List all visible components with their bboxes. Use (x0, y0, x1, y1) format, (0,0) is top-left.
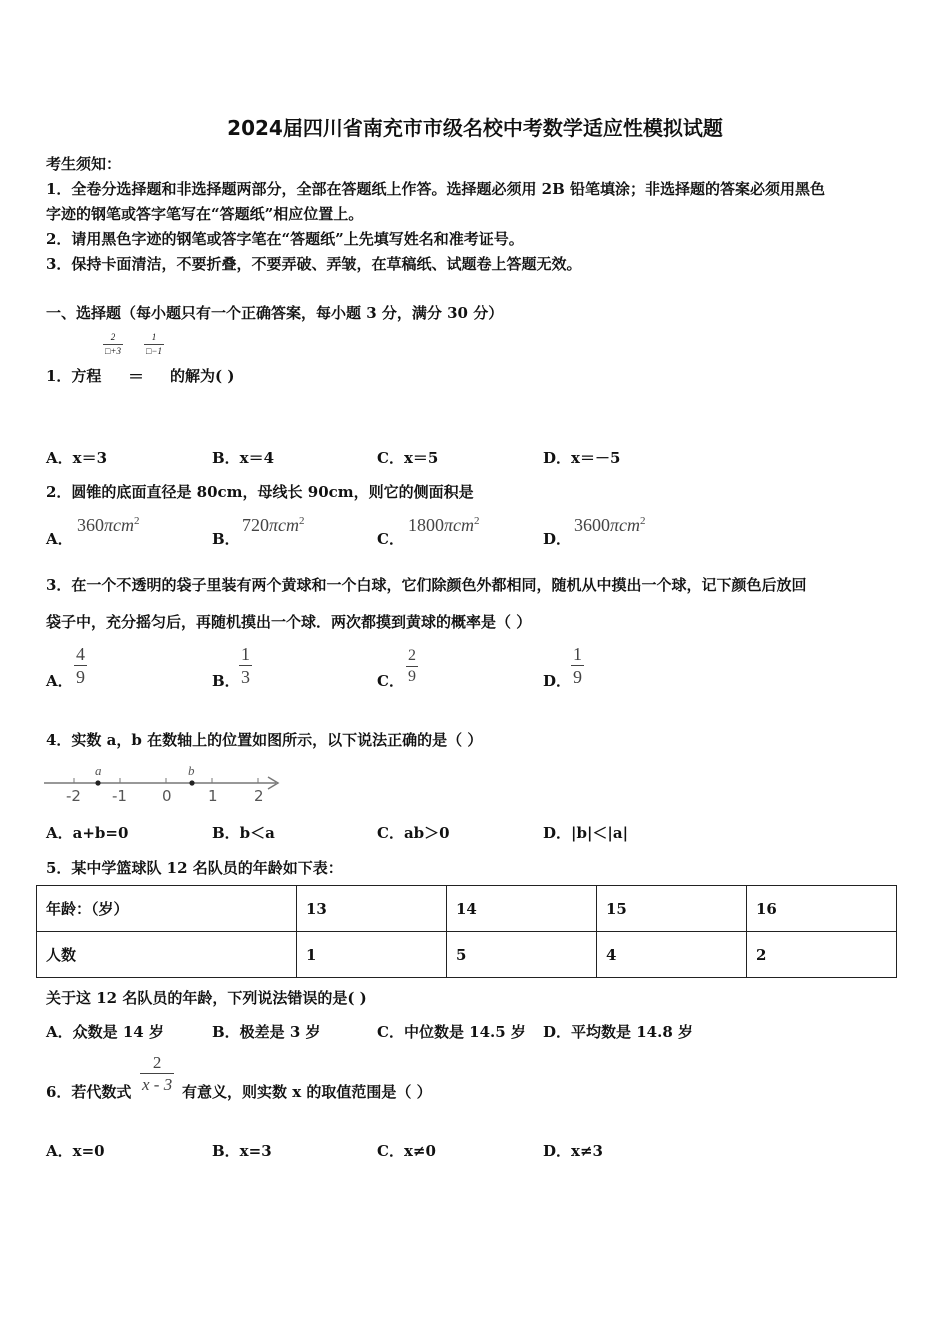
q6-fraction-num: 2 (152, 1053, 162, 1072)
q2-option-b-letter[interactable]: B． (212, 530, 240, 548)
table-cell: 15 (597, 886, 747, 932)
q3-stem-line-2: 袋子中，充分摇匀后，再随机摸出一个球．两次都摸到黄球的概率是（ ） (46, 613, 532, 631)
pi-symbol: π (104, 515, 114, 535)
q6-option-b[interactable]: B．x=3 (212, 1142, 272, 1160)
q6-option-c[interactable]: C．x≠0 (377, 1142, 436, 1160)
table-cell: 5 (447, 932, 597, 978)
q2-option-a-letter[interactable]: A． (46, 530, 73, 548)
q3-option-b-den: 3 (241, 667, 250, 687)
table-cell: 14 (447, 886, 597, 932)
notice-item-3: 3．保持卡面清洁，不要折叠，不要弄破、弄皱，在草稿纸、试题卷上答题无效。 (46, 255, 582, 273)
q6-option-d[interactable]: D．x≠3 (543, 1142, 603, 1160)
cm-unit: cm (619, 515, 641, 535)
q3-option-a-num: 4 (76, 644, 85, 664)
q5-option-c[interactable]: C．中位数是 14.5 岁 (377, 1023, 526, 1041)
number-line-figure (44, 762, 284, 810)
q3-option-d-num: 1 (573, 644, 582, 664)
tick-label-neg1: -1 (112, 787, 127, 805)
pi-symbol: π (610, 515, 620, 535)
cm-unit: cm (113, 515, 135, 535)
q3-option-b-fraction (239, 645, 252, 686)
q1-fraction-left-den: □+3 (105, 346, 122, 356)
q4-option-d[interactable]: D．|b|＜|a| (543, 824, 629, 842)
q1-option-d[interactable]: D．x＝－5 (543, 449, 621, 467)
q4-option-a[interactable]: A．a+b=0 (46, 824, 129, 842)
table-cell: 16 (747, 886, 897, 932)
pi-symbol: π (269, 515, 279, 535)
cm-unit: cm (453, 515, 475, 535)
q1-fraction-left-num: 2 (110, 332, 116, 342)
q1-fraction-right-den: □−1 (146, 346, 163, 356)
q5-option-b[interactable]: B．极差是 3 岁 (212, 1023, 321, 1041)
age-table (36, 885, 897, 978)
q3-option-a-den: 9 (76, 667, 85, 687)
notice-heading: 考生须知： (46, 155, 122, 173)
cm-unit: cm (278, 515, 300, 535)
q3-stem-line-1: 3．在一个不透明的袋子里装有两个黄球和一个白球，它们除颜色外都相同，随机从中摸出一个球，记下颜色后放回 (46, 576, 807, 594)
q6-prefix: 6．若代数式 (46, 1083, 132, 1101)
q1-prefix: 1．方程 (46, 367, 102, 385)
table-row (37, 932, 897, 978)
pi-symbol: π (444, 515, 454, 535)
tick-label-neg2: -2 (66, 787, 81, 805)
q3-option-c-den: 9 (408, 668, 416, 685)
table-cell: 13 (297, 886, 447, 932)
q4-stem: 4．实数 a，b 在数轴上的位置如图所示，以下说法正确的是（ ） (46, 731, 483, 749)
q2-option-b-value (242, 515, 305, 536)
notice-item-1-line-1: 1．全卷分选择题和非选择题两部分，全部在答题纸上作答。选择题必须用 2B 铅笔填涂；非选择题的答案必须用黑色 (46, 180, 826, 198)
tick-label-1: 1 (208, 787, 218, 805)
q3-option-c-num: 2 (408, 647, 416, 664)
q4-option-b[interactable]: B．b＜a (212, 824, 275, 842)
q1-option-a[interactable]: A．x＝3 (46, 449, 108, 467)
point-a-label: a (95, 763, 102, 778)
q6-fraction (140, 1054, 174, 1093)
table-cell: 年龄：（岁） (37, 886, 297, 932)
q3-option-b-letter[interactable]: B． (212, 672, 240, 690)
unit-exponent: 2 (474, 515, 480, 527)
notice-item-1-line-2: 字迹的钢笔或答字笔写在“答题纸”相应位置上。 (46, 205, 364, 223)
section-heading: 一、选择题（每小题只有一个正确答案，每小题 3 分，满分 30 分） (46, 304, 504, 322)
q2-option-a-number: 360 (77, 515, 104, 535)
tick-label-2: 2 (254, 787, 264, 805)
q1-fraction-right (144, 333, 164, 356)
q1-equals: ＝ (128, 367, 145, 386)
unit-exponent: 2 (640, 515, 646, 527)
q2-option-d-letter[interactable]: D． (543, 530, 572, 548)
q2-option-b-number: 720 (242, 515, 269, 535)
q5-question: 关于这 12 名队员的年龄，下列说法错误的是( ) (46, 989, 367, 1007)
q6-option-a[interactable]: A．x=0 (46, 1142, 105, 1160)
q2-stem: 2．圆锥的底面直径是 80cm，母线长 90cm，则它的侧面积是 (46, 483, 474, 501)
q2-option-a-value (77, 515, 140, 536)
q3-option-a-letter[interactable]: A． (46, 672, 73, 690)
q3-option-d-den: 9 (573, 667, 582, 687)
q1-fraction-right-num: 1 (151, 332, 157, 342)
table-cell: 2 (747, 932, 897, 978)
q1-fraction-left (103, 333, 123, 356)
q5-stem: 5．某中学篮球队 12 名队员的年龄如下表： (46, 859, 343, 877)
table-cell: 人数 (37, 932, 297, 978)
table-cell: 1 (297, 932, 447, 978)
q3-option-a-fraction (74, 645, 87, 686)
tick-label-0: 0 (162, 787, 172, 805)
q2-option-c-letter[interactable]: C． (377, 530, 404, 548)
q4-option-c[interactable]: C．ab＞0 (377, 824, 450, 842)
q3-option-c-fraction (406, 648, 418, 685)
q3-option-d-letter[interactable]: D． (543, 672, 572, 690)
q3-option-d-fraction (571, 645, 584, 686)
page-title: 2024届四川省南充市市级名校中考数学适应性模拟试题 (227, 116, 723, 140)
notice-item-2: 2．请用黑色字迹的钢笔或答字笔在“答题纸”上先填写姓名和准考证号。 (46, 230, 524, 248)
unit-exponent: 2 (299, 515, 305, 527)
q3-option-b-num: 1 (241, 644, 250, 664)
q2-option-d-number: 3600 (574, 515, 610, 535)
q5-option-a[interactable]: A．众数是 14 岁 (46, 1023, 164, 1041)
unit-exponent: 2 (134, 515, 140, 527)
q2-option-c-number: 1800 (408, 515, 444, 535)
q1-option-b[interactable]: B．x＝4 (212, 449, 275, 467)
q6-fraction-den: x - 3 (142, 1075, 173, 1094)
point-a-dot (95, 780, 100, 785)
point-b-label: b (188, 763, 195, 778)
table-row (37, 886, 897, 932)
q1-suffix: 的解为( ) (170, 367, 235, 385)
q5-option-d[interactable]: D．平均数是 14.8 岁 (543, 1023, 693, 1041)
q2-option-c-value (408, 515, 480, 536)
q6-suffix: 有意义，则实数 x 的取值范围是（ ） (182, 1083, 432, 1101)
q1-option-c[interactable]: C．x＝5 (377, 449, 439, 467)
q3-option-c-letter[interactable]: C． (377, 672, 404, 690)
table-cell: 4 (597, 932, 747, 978)
point-b-dot (189, 780, 194, 785)
q2-option-d-value (574, 515, 646, 536)
